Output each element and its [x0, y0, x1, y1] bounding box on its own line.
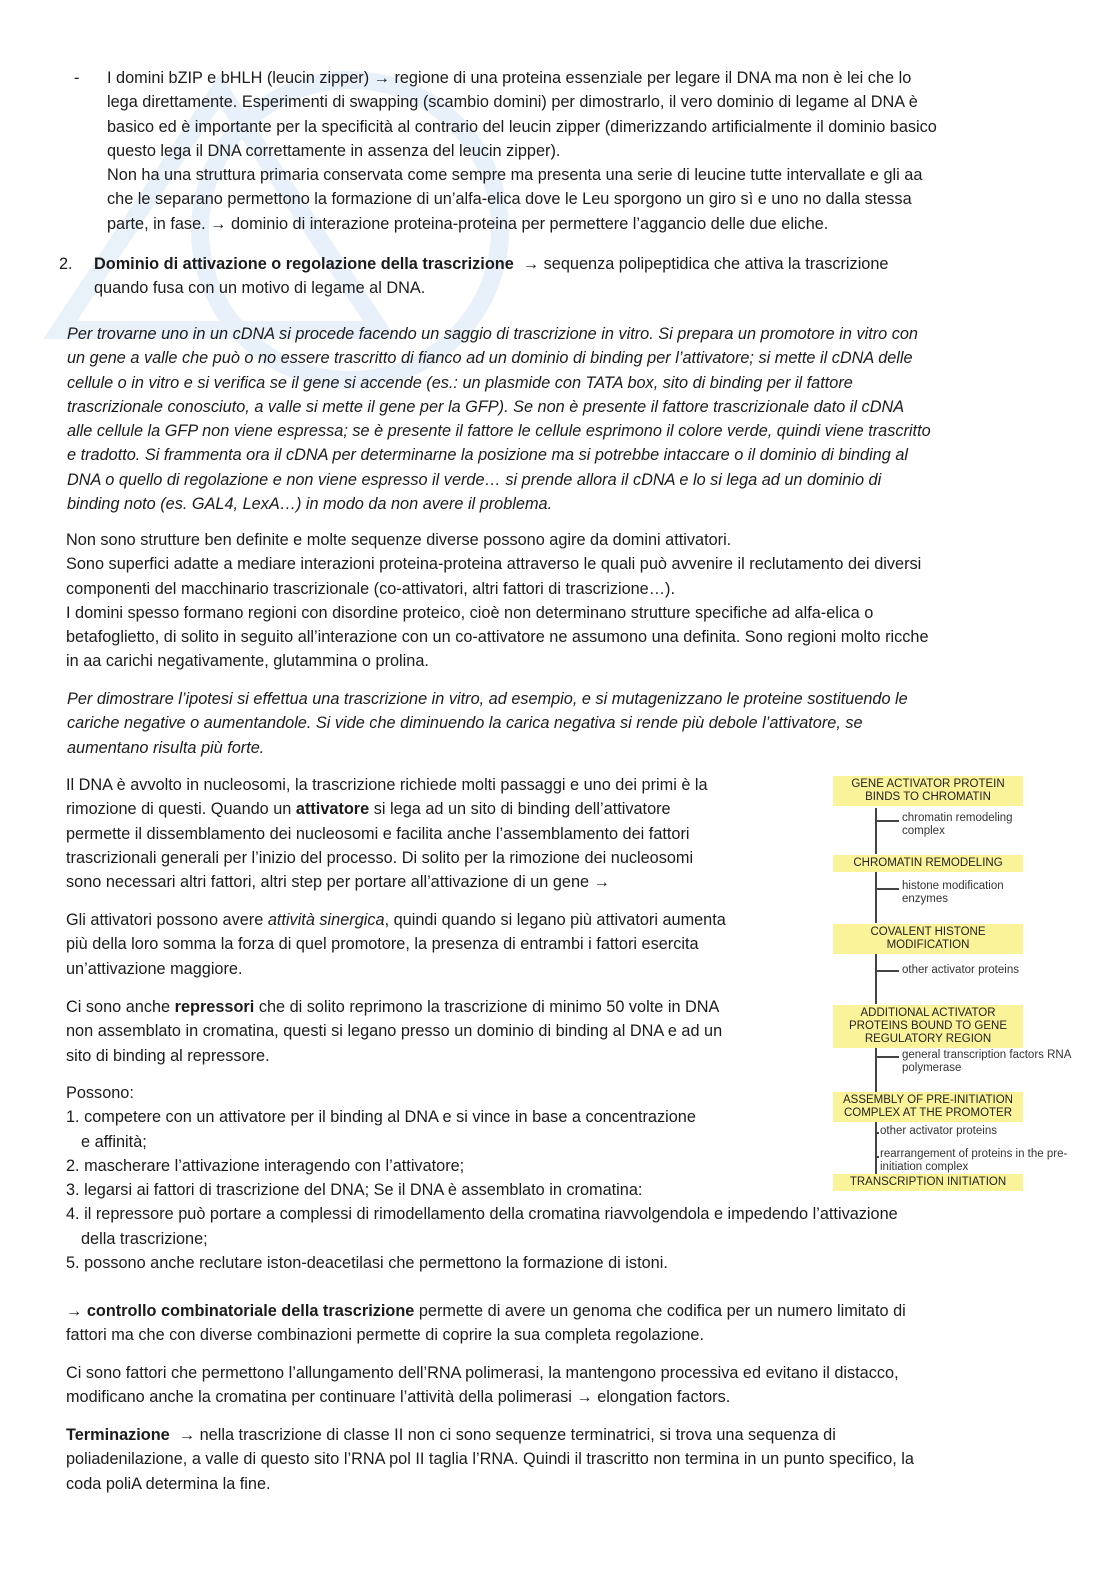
transcription-activation-flowchart	[830, 776, 1090, 1206]
section-activation-domain: Dominio di attivazione o regolazione della trascrizione → sequenza polipeptidica che attiva la trascrizione quando fusa con un motivo di legame al DNA.	[94, 255, 889, 298]
flow-step-preinitiation-assembly: ASSEMBLY OF PRE-INITIATION COMPLEX AT THE PROMOTER	[833, 1092, 1023, 1122]
list-item-continuation: e affinità;	[81, 1132, 147, 1151]
italic-paragraph-mutagenesis: Per dimostrare l’ipotesi si effettua una trascrizione in vitro, ad esempio, e si mutagenizzano le proteine sostituendo le cariche negative o aumentandole. Si vide che diminuendo la carica negativa si rende più debole l’attivatore, se aumentano risulta più forte.	[67, 690, 908, 757]
list-item: 4. il repressore può portare a complessi di rimodellamento della cromatina riavvolgendola e impedendo l’attivazione	[66, 1205, 898, 1224]
list-item: 2. mascherare l’attivazione interagendo con l’attivatore;	[66, 1156, 465, 1175]
flow-note-general-factors: general transcription factors RNA polymerase	[902, 1049, 1071, 1074]
bullet-marker: -	[74, 69, 80, 87]
list-item: 5. possono anche reclutare iston-deacetilasi che permettono la formazione di istoni.	[66, 1254, 668, 1273]
paragraph-combinatorial: → controllo combinatoriale della trascrizione permette di avere un genoma che codifica per un numero limitato di fattori ma che con diverse combinazioni permette di coprire la sua completa regolazione.	[66, 1302, 906, 1345]
flow-note-rearrangement: rearrangement of proteins in the pre-initiation complex	[880, 1148, 1068, 1173]
flow-step-transcription-initiation: TRANSCRIPTION INITIATION	[833, 1174, 1023, 1191]
paragraph-elongation: Ci sono fattori che permettono l’allungamento dell’RNA polimerasi, la mantengono processiva ed evitano il distacco, modificano anche la cromatina per continuare l’attività della polimerasi → elongation factors.	[66, 1364, 899, 1407]
paragraph-nucleosomes: Il DNA è avvolto in nucleosomi, la trascrizione richiede molti passaggi e uno dei primi è la rimozione di questi. Quando un attivatore si lega ad un sito di binding dell’attivatore permette il dissemblamento dei nucleosomi e facilita anche l’assemblamento dei fattori trascrizionali generali per l’inizio del processo. Di solito per la rimozione dei nucleosomi sono necessari altri fattori, altri step per portare all’attivazione di un gene →	[66, 776, 708, 892]
section-title: Dominio di attivazione o regolazione della trascrizione	[94, 255, 514, 273]
flow-step-activator-binds: GENE ACTIVATOR PROTEIN BINDS TO CHROMATIN	[833, 776, 1023, 806]
flow-note-other-activators: other activator proteins	[902, 964, 1019, 976]
paragraph-synergy: Gli attivatori possono avere attività sinergica, quindi quando si legano più attivatori aumenta più della loro somma la forza di quel promotore, la presenza di entrambi i fattori esercita un’attivazione maggiore.	[66, 911, 726, 978]
bold-attivatore: attivatore	[295, 800, 370, 819]
flow-note-other-activators-2: other activator proteins	[880, 1125, 997, 1137]
flow-note-histone-enzymes: histone modification enzymes	[902, 880, 1004, 905]
list-item-continuation: della trascrizione;	[81, 1229, 208, 1248]
flow-step-histone-modification: COVALENT HISTONE MODIFICATION	[833, 924, 1023, 954]
list-intro: Possono:	[66, 1084, 134, 1102]
bold-repressori: repressori	[174, 998, 255, 1016]
flow-step-additional-activators: ADDITIONAL ACTIVATOR PROTEINS BOUND TO GENE REGULATORY REGION	[833, 1005, 1023, 1048]
bullet-paragraph: I domini bZIP e bHLH (leucin zipper) → regione di una proteina essenziale per legare il DNA ma non è lei che lo lega direttamente. Esperimenti di swapping (scambio domini) per dimostrarlo, il vero dominio di legame al DNA è basico ed è importante per la specificità al contrario del leucin zipper (dimerizzando artificialmente il dominio basico questo lega il DNA correttamente in assenza del leucin zipper). Non ha una struttura primaria conservata come sempre ma presenta una serie di leucine tutte intervallate e gli aa che le separano permettono la formazione di un’alfa-elica dove le Leu sporgono un giro sì e uno no dalla stessa parte, in fase. → dominio di interazione proteina-proteina per permettere l’aggancio delle due eliche.	[107, 69, 937, 233]
list-item: 1. competere con un attivatore per il binding al DNA e si vince in base a concentrazione	[66, 1108, 696, 1127]
list-number: 2.	[59, 255, 73, 273]
list-item: 3. legarsi ai fattori di trascrizione del DNA; Se il DNA è assemblato in cromatina:	[66, 1181, 643, 1200]
paragraph-termination: Terminazione → nella trascrizione di classe II non ci sono sequenze terminatrici, si trova una sequenza di poliadenilazione, a valle di questo sito l’RNA pol II taglia l’RNA. Quindi il trascritto non termina in un punto specifico, la coda poliA determina la fine.	[66, 1426, 914, 1493]
italic-synergy: attività sinergica	[267, 911, 385, 929]
flow-step-chromatin-remodeling: CHROMATIN REMODELING	[833, 855, 1023, 872]
paragraph-activation-domains: Non sono strutture ben definite e molte sequenze diverse possono agire da domini attivatori. Sono superfici adatte a mediare interazioni proteina-proteina attraverso le quali può avvenire il reclutamento dei diversi componenti del macchinario trascrizionale (co-attivatori, altri fattori di trascrizione…). I domini spesso formano regioni con disordine proteico, cioè non determinano strutture specifiche ad alfa-elica o betafoglietto, di solito in seguito all’interazione con un co-attivatore ne assumono una definita. Sono regioni molto ricche in aa carichi negativamente, glutammina o prolina.	[66, 531, 929, 671]
italic-paragraph-cdna: Per trovarne uno in un cDNA si procede facendo un saggio di trascrizione in vitro. Si prepara un promotore in vitro con un gene a valle che può o no essere trascritto di fianco ad un dominio di binding per l’attivatore; si mette il cDNA delle cellule o in vitro e si verifica se il gene si accende (es.: un plasmide con TATA box, sito di binding per il fattore trascrizionale conosciuto, a valle si mette il gene per la GFP). Se non è presente il fattore trascrizionale dato il cDNA alle cellule la GFP non viene espressa; se è presente il fattore le cellule esprimono il colore verde, quindi viene trascritto e tradotto. Si frammenta ora il cDNA per determinarne la posizione ma si potrebbe intaccare o il dominio di binding al DNA o quello di regolazione e non viene espresso il verde… si prende allora il cDNA e lo si lega ad un dominio di binding noto (es. GAL4, LexA…) in modo da non avere il problema.	[67, 325, 931, 514]
flow-note-remodeling-complex: chromatin remodeling complex	[902, 812, 1013, 837]
bold-combinatorial: controllo combinatoriale della trascrizione	[86, 1302, 415, 1320]
bold-terminazione: Terminazione	[66, 1426, 170, 1444]
paragraph-repressors: Ci sono anche repressori che di solito reprimono la trascrizione di minimo 50 volte in DNA non assemblato in cromatina, questi si legano presso un dominio di binding al DNA e ad un sito di binding al repressore.	[66, 998, 723, 1065]
